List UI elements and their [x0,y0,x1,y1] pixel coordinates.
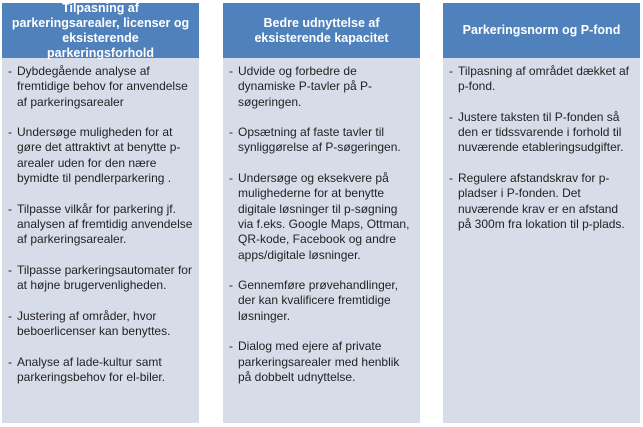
list-item [229,125,414,156]
list-item-text: Gennemføre prøvehandlinger, der kan kvalificere fremtidige løsninger. [238,278,399,323]
list-item-text: Undersøge og eksekvere på mulighederne for at benytte digitale løsninger til p-søgning via f.eks. Google Maps, Ottman, QR-kode, Facebook og andre apps/digitale løsninger. [238,171,410,262]
column-title: Bedre udnyttelse af eksisterende kapacitet [254,15,389,45]
list-item [449,110,634,156]
list-item-text: Tilpasse vilkår for parkering jf. analysen af fremtidig anvendelse af parkeringsarealer. [17,201,193,247]
column-body [443,58,640,232]
list-item-text: Tilpasse parkeringsautomater for at højne brugervenligheden. [17,262,192,293]
list-item-text: Regulere afstandskrav for p-pladser i P-fonden. Det nuværende krav er en afstand på 300m fra lokation til p-plads. [458,171,625,231]
list-item [8,202,193,248]
column-title: Parkeringsnorm og P-fond [462,23,621,37]
list-item-text: Tilpasning af området dækket af p-fond. [458,64,629,94]
column-title: Tilpasning af parkeringsarealer, licenser og eksisterende parkeringsforhold [11,0,190,60]
list-item-text: Udvide og forbedre de dynamiske P-tavler på P-søgeringen. [238,64,373,109]
bullet-dash: - [8,64,12,78]
column-parking-norm [443,3,640,423]
list-item [449,64,634,95]
list-item-text: Undersøge muligheden for at gøre det attraktivt at benytte p-arealer uden for den nære bymidte til pendlerparkering . [17,125,181,186]
column-body [223,58,420,385]
list-item-text: Opsætning af faste tavler til synliggørelse af P-søgeringen. [238,125,401,155]
bullet-dash: - [8,262,12,277]
list-item [8,355,193,386]
list-item [8,263,193,294]
bullet-dash: - [229,125,233,140]
bullet-dash: - [8,201,12,216]
column-parking-areas [2,0,199,423]
column-capacity [223,3,420,423]
list-item [449,171,634,232]
list-item [229,171,414,263]
bullet-dash: - [8,125,12,140]
bullet-dash: - [449,171,453,186]
bullet-dash: - [229,171,233,186]
list-item [229,64,414,110]
bullet-dash: - [229,339,233,354]
bullet-dash: - [8,308,12,323]
bullet-dash: - [8,354,12,369]
list-item-text: Dialog med ejere af private parkeringsarealer med henblik på dobbelt udnyttelse. [238,339,400,384]
column-header [223,3,420,58]
column-header [2,0,199,60]
list-item [8,64,193,110]
list-item-text: Analyse af lade-kultur samt parkeringsbehov for el-biler. [17,354,166,384]
list-item-text: Justere taksten til P-fonden så den er tidssvarende i forhold til nuværende etableringsudgifter. [458,109,624,155]
list-item [8,309,193,340]
list-item-text: Justering af områder, hvor beboerlicenser kan benyttes. [17,308,171,339]
bullet-dash: - [229,278,233,293]
column-header [443,3,640,58]
column-body [2,58,199,385]
list-item [229,339,414,385]
bullet-dash: - [449,64,453,78]
list-item-text: Dybdegående analyse af fremtidige behov for anvendelse af parkeringsarealer [17,64,188,109]
list-item [8,125,193,186]
list-item [229,278,414,324]
bullet-dash: - [229,64,233,78]
bullet-dash: - [449,109,453,124]
